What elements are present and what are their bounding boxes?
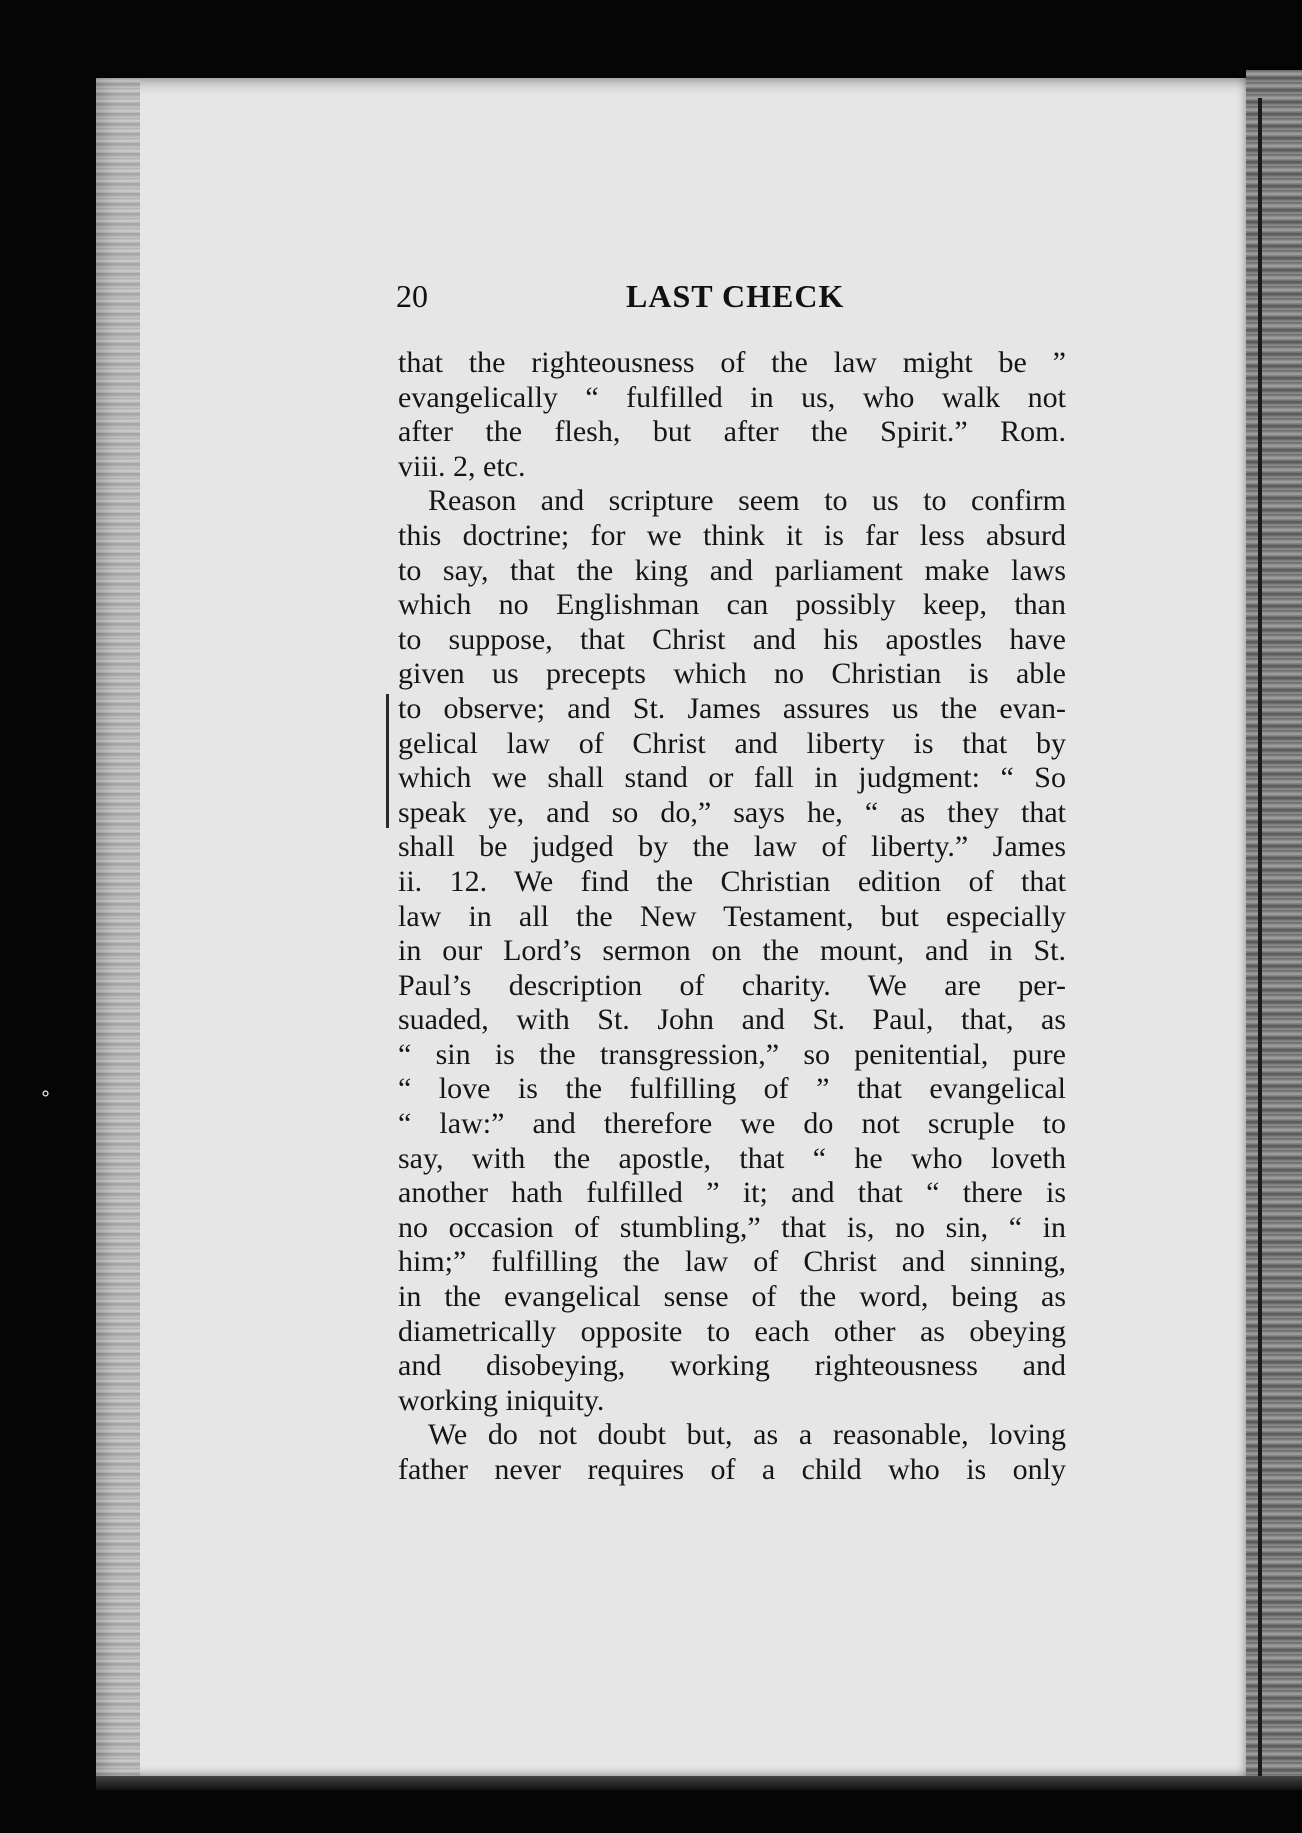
text-line: to suppose, that Christ and his apostles have bbox=[398, 622, 1066, 656]
text-line: working iniquity. bbox=[398, 1383, 605, 1417]
text-line: “ sin is the transgression,” so penitential, pure bbox=[398, 1037, 1066, 1071]
text-line: suaded, with St. John and St. Paul, that, as bbox=[398, 1003, 1066, 1037]
text-line: We do not doubt but, as a reasonable, loving bbox=[428, 1418, 1066, 1452]
text-line: which we shall stand or fall in judgment: “ So bbox=[398, 761, 1066, 795]
body-text bbox=[398, 346, 1066, 1488]
page-right-edge bbox=[1246, 70, 1302, 1790]
text-line: in our Lord’s sermon on the mount, and in St. bbox=[398, 934, 1066, 968]
text-line: no occasion of stumbling,” that is, no sin, “ in bbox=[398, 1210, 1066, 1244]
text-line: and disobeying, working righteousness and bbox=[398, 1349, 1066, 1383]
text-line: say, with the apostle, that “ he who loveth bbox=[398, 1141, 1066, 1175]
page-number: 20 bbox=[396, 278, 428, 314]
text-line: him;” fulfilling the law of Christ and sinning, bbox=[398, 1245, 1066, 1279]
text-line: father never requires of a child who is only bbox=[398, 1453, 1066, 1486]
text-line: in the evangelical sense of the word, being as bbox=[398, 1280, 1066, 1314]
margin-speck-mark: ⚬ bbox=[38, 1084, 54, 1105]
page-header bbox=[396, 278, 1066, 322]
text-line: to say, that the king and parliament make laws bbox=[398, 553, 1066, 587]
page-right-rule bbox=[1258, 98, 1262, 1778]
text-line: speak ye, and so do,” says he, “ as they that bbox=[398, 795, 1066, 829]
text-line: which no Englishman can possibly keep, than bbox=[398, 588, 1066, 622]
text-line: ii. 12. We find the Christian edition of that bbox=[398, 864, 1066, 898]
page-bottom-edge bbox=[96, 1776, 1302, 1790]
page-left-edge bbox=[96, 78, 140, 1784]
text-line: gelical law of Christ and liberty is that by bbox=[398, 726, 1066, 760]
text-line: another hath fulfilled ” it; and that “ there is bbox=[398, 1176, 1066, 1210]
text-line: to observe; and St. James assures us the evan- bbox=[398, 691, 1066, 725]
text-line: “ law:” and therefore we do not scruple to bbox=[398, 1107, 1066, 1141]
text-line: that the righteousness of the law might be ” bbox=[398, 346, 1066, 379]
text-line: “ love is the fulfilling of ” that evangelical bbox=[398, 1072, 1066, 1106]
text-line: law in all the New Testament, but especially bbox=[398, 899, 1066, 933]
text-line: Paul’s description of charity. We are per- bbox=[398, 968, 1066, 1002]
text-line: viii. 2, etc. bbox=[398, 449, 526, 483]
text-line: this doctrine; for we think it is far less absurd bbox=[398, 518, 1066, 552]
text-line: Reason and scripture seem to us to confirm bbox=[428, 484, 1066, 518]
text-line: shall be judged by the law of liberty.” James bbox=[398, 830, 1066, 864]
text-line: after the flesh, but after the Spirit.” Rom. bbox=[398, 415, 1066, 449]
text-line: evangelically “ fulfilled in us, who walk not bbox=[398, 380, 1066, 414]
text-line: diametrically opposite to each other as obeying bbox=[398, 1314, 1066, 1348]
running-head: LAST CHECK bbox=[626, 278, 845, 314]
text-line: given us precepts which no Christian is able bbox=[398, 657, 1066, 691]
